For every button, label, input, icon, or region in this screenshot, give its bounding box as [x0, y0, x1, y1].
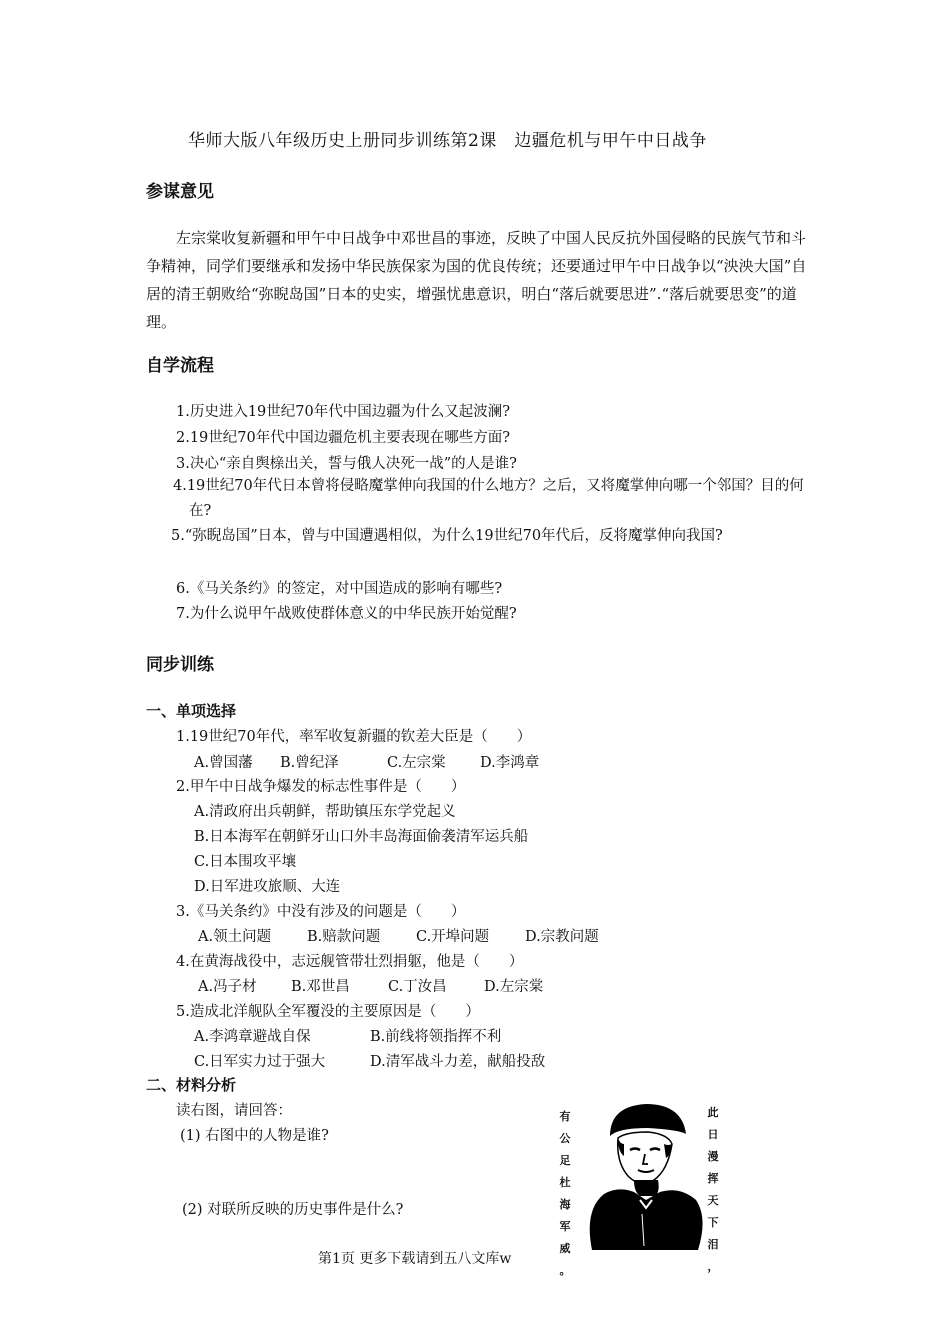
q4-option-a: A.冯子材 — [198, 979, 257, 995]
question-3-stem: 3.《马关条约》中没有涉及的问题是（ ） — [176, 904, 466, 920]
couplet-left-char: 军 — [559, 1220, 571, 1233]
flow-heading: 自学流程 — [146, 356, 214, 376]
couplet-right-char: 此 — [707, 1106, 719, 1119]
flow-item-2: 2.19世纪70年代中国边疆危机主要表现在哪些方面? — [176, 430, 511, 446]
couplet-left-char: 杜 — [559, 1176, 571, 1189]
page-footer: 第1页 更多下载请到五八文库w — [318, 1251, 512, 1267]
q2-option-d: D.日军进攻旅顺、大连 — [194, 879, 341, 895]
q3-option-d: D.宗教问题 — [525, 929, 599, 945]
practice-heading: 同步训练 — [146, 655, 214, 675]
couplet-left-char: 有 — [559, 1110, 571, 1123]
portrait-image — [548, 1100, 728, 1250]
q1-option-d: D.李鸿章 — [480, 755, 540, 771]
question-4-stem: 4.在黄海战役中，志远舰管带壮烈捐躯，他是（ ） — [176, 954, 524, 970]
couplet-right-char: 挥 — [707, 1172, 719, 1185]
material-question-1: (1) 右图中的人物是谁? — [180, 1128, 329, 1144]
couplet-left-char: 威 — [559, 1242, 571, 1255]
part1-heading: 一、单项选择 — [146, 702, 237, 720]
couplet-left — [558, 1106, 572, 1282]
q1-option-b: B.曾纪泽 — [280, 755, 339, 771]
q3-option-a: A.领土问题 — [198, 929, 272, 945]
q2-option-a: A.清政府出兵朝鲜，帮助镇压东学党起义 — [194, 804, 456, 820]
q2-option-c: C.日本围攻平壤 — [194, 854, 297, 870]
flow-item-1: 1.历史进入19世纪70年代中国边疆为什么又起波澜? — [176, 404, 511, 420]
couplet-left-char: 海 — [559, 1198, 571, 1211]
q2-option-b: B.日本海军在朝鲜牙山口外丰岛海面偷袭清军运兵船 — [194, 829, 529, 845]
q1-option-c: C.左宗棠 — [387, 755, 446, 771]
flow-item-7: 7.为什么说甲午战败使群体意义的中华民族开始觉醒? — [176, 606, 517, 622]
advice-heading: 参谋意见 — [146, 182, 214, 202]
question-5-stem: 5.造成北洋舰队全军覆没的主要原因是（ ） — [176, 1004, 480, 1020]
q5-option-b: B.前线将领指挥不利 — [370, 1029, 502, 1045]
flow-item-6: 6.《马关条约》的签定，对中国造成的影响有哪些? — [176, 581, 503, 597]
q3-option-b: B.赔款问题 — [307, 929, 381, 945]
part2-heading: 二、材料分析 — [146, 1076, 237, 1094]
question-1-stem: 1.19世纪70年代，率军收复新疆的钦差大臣是（ ） — [176, 729, 532, 745]
couplet-right-char: 下 — [707, 1216, 719, 1229]
q4-option-d: D.左宗棠 — [484, 979, 544, 995]
couplet-right-char: 泪 — [707, 1238, 719, 1251]
couplet-right-char: 日 — [707, 1128, 719, 1141]
q4-option-b: B.邓世昌 — [291, 979, 350, 995]
couplet-right-char: ， — [707, 1260, 719, 1273]
couplet-right-char: 漫 — [707, 1150, 719, 1163]
q4-option-c: C.丁汝昌 — [388, 979, 447, 995]
q5-option-c: C.日军实力过于强大 — [194, 1054, 326, 1070]
portrait-figure — [548, 1100, 728, 1277]
flow-item-5: 5.“弥睨岛国”日本，曾与中国遭遇相似，为什么19世纪70年代后，反将魔掌伸向我国? — [171, 528, 723, 544]
page-title: 华师大版八年级历史上册同步训练第2课 边疆危机与甲午中日战争 — [188, 131, 707, 151]
advice-paragraph: 左宗棠收复新疆和甲午中日战争中邓世昌的事迹，反映了中国人民反抗外国侵略的民族气节和斗争精神，同学们要继承和发扬中华民族保家为国的优良传统；还要通过甲午中日战争以“泱泱大国”自居的清王朝败给“弥睨岛国”日本的史实，增强忧患意识，明白“落后就要思进”.“落后就要思变”的道理。 — [146, 229, 807, 331]
material-question-2: (2) 对联所反映的历史事件是什么? — [182, 1202, 404, 1218]
q5-option-d: D.清军战斗力差，献船投敌 — [370, 1054, 546, 1070]
question-2-stem: 2.甲午中日战争爆发的标志性事件是（ ） — [176, 779, 466, 795]
couplet-right-char: 天 — [707, 1194, 719, 1207]
couplet-left-char: 。 — [559, 1264, 571, 1277]
material-intro: 读右图，请回答： — [176, 1103, 292, 1119]
couplet-left-char: 足 — [559, 1154, 571, 1167]
couplet-left-char: 公 — [559, 1132, 571, 1145]
flow-item-3: 3.决心“亲自舆榇出关，誓与俄人决死一战”的人是谁? — [176, 456, 517, 472]
flow-item-4: 4.19世纪70年代日本曾将侵略魔掌伸向我国的什么地方？之后，又将魔掌伸向哪一个邻国？目的何在? — [173, 478, 804, 519]
q5-option-a: A.李鸿章避战自保 — [194, 1029, 311, 1045]
q1-option-a: A.曾国藩 — [194, 755, 253, 771]
couplet-right — [706, 1102, 720, 1278]
q3-option-c: C.开埠问题 — [416, 929, 490, 945]
